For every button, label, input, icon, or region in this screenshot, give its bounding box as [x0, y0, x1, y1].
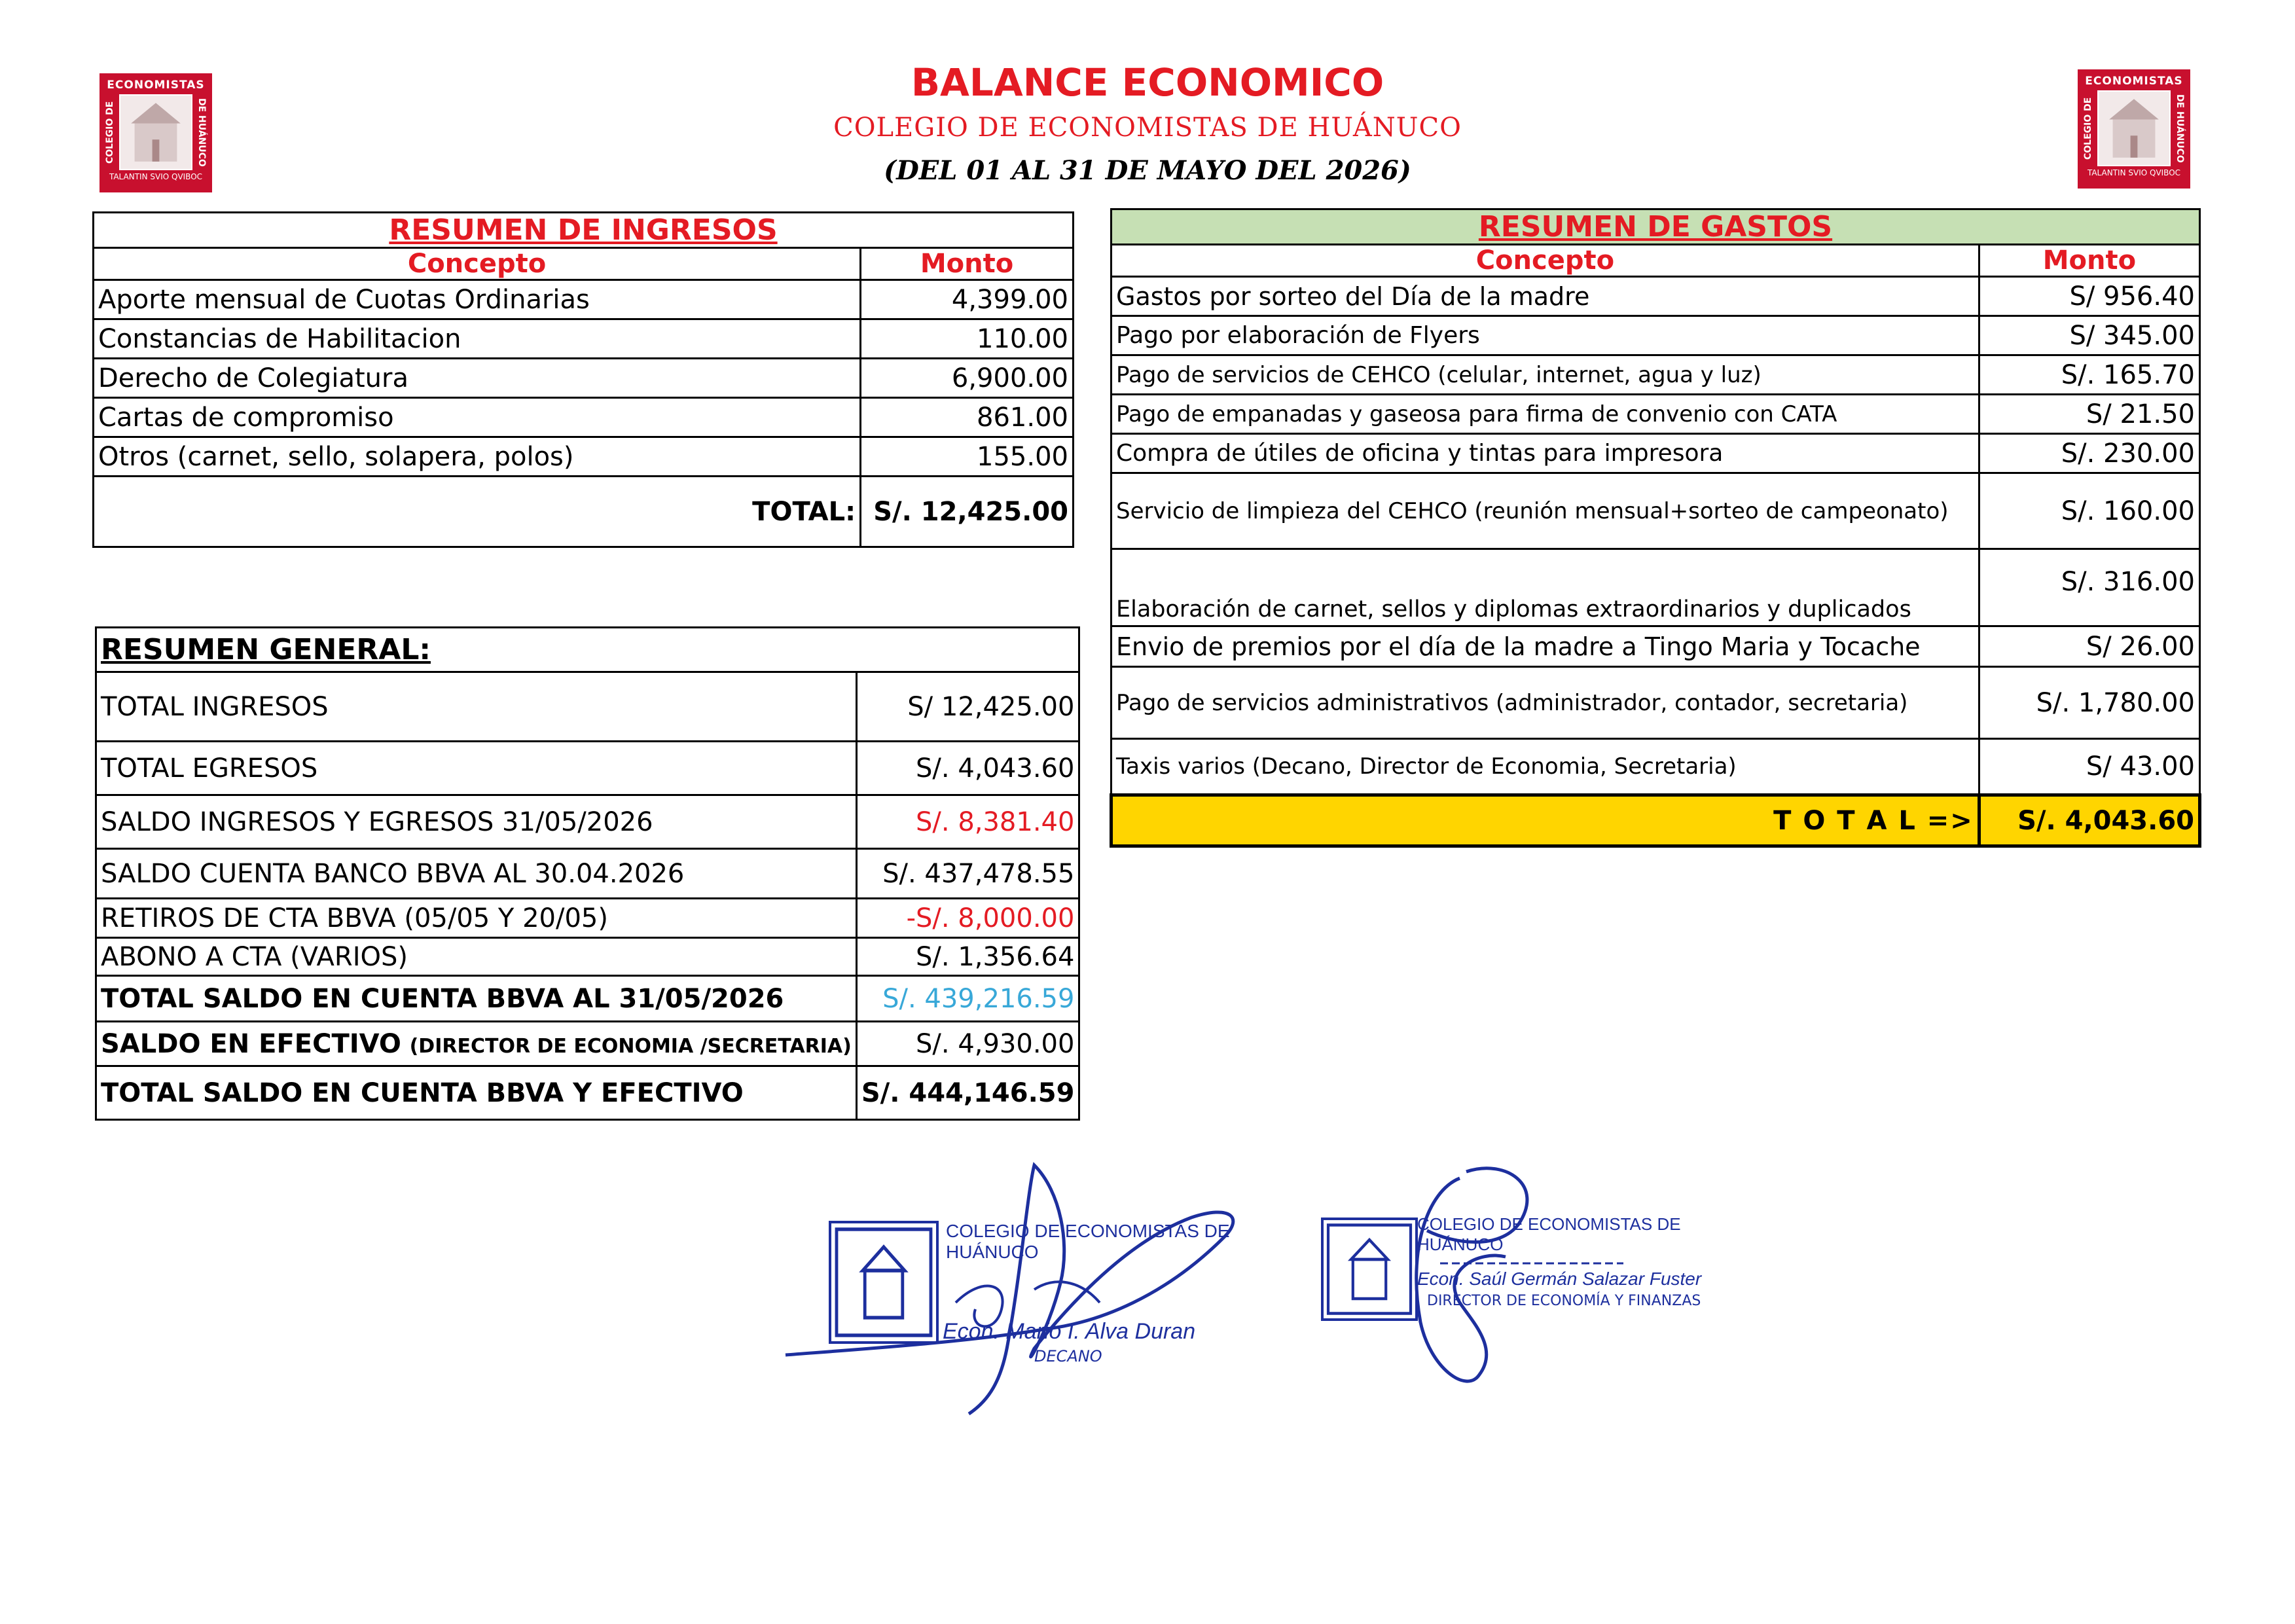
table-row	[1111, 626, 2200, 667]
table-row	[1111, 549, 2200, 626]
monto-cell: 6,900.00	[861, 359, 1074, 398]
signature-block-director	[1309, 1152, 1741, 1414]
gastos-col-concepto: Concepto	[1111, 245, 1979, 277]
general-label: SALDO INGRESOS Y EGRESOS 31/05/2026	[96, 795, 857, 849]
table-row	[1111, 667, 2200, 739]
gastos-total-value: S/. 4,043.60	[1979, 795, 2199, 846]
table-row	[1111, 277, 2200, 316]
general-label: TOTAL SALDO EN CUENTA BBVA AL 31/05/2026	[96, 976, 857, 1022]
stamp-text: COLEGIO DE ECONOMISTAS DE HUÁNUCO	[946, 1221, 1230, 1262]
signer-role: DIRECTOR DE ECONOMÍA Y FINANZAS	[1427, 1293, 1701, 1309]
table-row	[94, 398, 1074, 437]
ingresos-col-monto: Monto	[861, 248, 1074, 280]
period-label: (DEL 01 AL 31 DE MAYO DEL 2026)	[884, 155, 1411, 186]
general-value: S/. 4,930.00	[856, 1022, 1079, 1066]
gastos-table	[1110, 208, 2201, 848]
general-value: S/. 8,381.40	[856, 795, 1079, 849]
concepto-cell: Elaboración de carnet, sellos y diplomas extraordinarios y duplicados	[1111, 549, 1979, 626]
page-title: BALANCE ECONOMICO	[911, 60, 1384, 105]
gastos-total-label: T O T A L =>	[1111, 795, 1979, 846]
table-row	[1111, 395, 2200, 434]
general-value: S/. 439,216.59	[856, 976, 1079, 1022]
left-logo	[99, 73, 212, 192]
monto-cell: S/. 230.00	[1979, 434, 2199, 473]
ingresos-col-concepto: Concepto	[94, 248, 861, 280]
monto-cell: S/. 316.00	[1979, 549, 2199, 626]
table-row	[94, 437, 1074, 477]
general-label: TOTAL INGRESOS	[96, 672, 857, 742]
resumen-general-table	[95, 626, 1080, 1121]
concepto-cell: Pago de servicios administrativos (administrador, contador, secretaria)	[1111, 667, 1979, 739]
signature-icon	[772, 1152, 1296, 1427]
concepto-cell: Servicio de limpieza del CEHCO (reunión mensual+sorteo de campeonato)	[1111, 473, 1979, 549]
ingresos-total-label: TOTAL:	[94, 477, 861, 547]
total-row	[1111, 795, 2200, 846]
monto-cell: S/ 345.00	[1979, 316, 2199, 355]
monto-cell: S/. 165.70	[1979, 355, 2199, 395]
general-value: S/. 444,146.59	[856, 1066, 1079, 1120]
monto-cell: S/. 1,780.00	[1979, 667, 2199, 739]
building-icon	[119, 94, 192, 170]
general-value: -S/. 8,000.00	[856, 899, 1079, 938]
general-value: S/. 4,043.60	[856, 742, 1079, 795]
general-label: TOTAL SALDO EN CUENTA BBVA Y EFECTIVO	[96, 1066, 857, 1120]
general-sublabel: (DIRECTOR DE ECONOMIA /SECRETARIA)	[409, 1034, 852, 1058]
logo-bottom-text: TALANTIN SVIO QVIBOC	[2087, 168, 2181, 177]
ingresos-title: RESUMEN DE INGRESOS	[94, 213, 1074, 248]
concepto-cell: Taxis varios (Decano, Director de Economia, Secretaria)	[1111, 739, 1979, 795]
general-label: RETIROS DE CTA BBVA (05/05 Y 20/05)	[96, 899, 857, 938]
monto-cell: 110.00	[861, 319, 1074, 359]
logo-top-text: ECONOMISTAS	[107, 79, 205, 92]
concepto-cell: Otros (carnet, sello, solapera, polos)	[94, 437, 861, 477]
general-title: RESUMEN GENERAL:	[96, 628, 1079, 672]
monto-cell: S/ 43.00	[1979, 739, 2199, 795]
concepto-cell: Cartas de compromiso	[94, 398, 861, 437]
monto-cell: 861.00	[861, 398, 1074, 437]
logo-left-text: COLEGIO DE	[105, 101, 115, 164]
monto-cell: 155.00	[861, 437, 1074, 477]
page-subtitle: COLEGIO DE ECONOMISTAS DE HUÁNUCO	[833, 113, 1462, 143]
concepto-cell: Envio de premios por el día de la madre a Tingo Maria y Tocache	[1111, 626, 1979, 667]
logo-left-text: COLEGIO DE	[2083, 97, 2093, 160]
right-logo	[2078, 69, 2190, 189]
logo-right-text: DE HUÁNUCO	[196, 98, 207, 167]
table-row	[1111, 355, 2200, 395]
general-value: S/. 437,478.55	[856, 849, 1079, 899]
signer-name: Econ. Saúl Germán Salazar Fuster	[1417, 1269, 1702, 1289]
table-row	[96, 795, 1079, 849]
table-row	[94, 280, 1074, 319]
total-row	[94, 477, 1074, 547]
logo-top-text: ECONOMISTAS	[2085, 75, 2183, 88]
table-row	[96, 742, 1079, 795]
ingresos-total-value: S/. 12,425.00	[861, 477, 1074, 547]
monto-cell: S/ 956.40	[1979, 277, 2199, 316]
logo-right-text: DE HUÁNUCO	[2175, 94, 2185, 163]
monto-cell: S/ 26.00	[1979, 626, 2199, 667]
ingresos-table	[92, 211, 1074, 548]
stamp-text: COLEGIO DE ECONOMISTAS DE HUÁNUCO	[1417, 1214, 1681, 1254]
general-value: S/. 1,356.64	[856, 938, 1079, 976]
gastos-col-monto: Monto	[1979, 245, 2199, 277]
general-value: S/ 12,425.00	[856, 672, 1079, 742]
table-row	[96, 1022, 1079, 1066]
general-label: SALDO EN EFECTIVO	[101, 1028, 401, 1059]
general-label: TOTAL EGRESOS	[96, 742, 857, 795]
logo-bottom-text: TALANTIN SVIO QVIBOC	[109, 172, 203, 181]
table-row	[1111, 473, 2200, 549]
general-label: SALDO CUENTA BANCO BBVA AL 30.04.2026	[96, 849, 857, 899]
table-row	[96, 672, 1079, 742]
table-row	[96, 1066, 1079, 1120]
table-row	[96, 849, 1079, 899]
table-row	[96, 938, 1079, 976]
table-row	[1111, 739, 2200, 795]
general-label-cell	[96, 1022, 857, 1066]
concepto-cell: Pago de servicios de CEHCO (celular, internet, agua y luz)	[1111, 355, 1979, 395]
table-row	[1111, 316, 2200, 355]
concepto-cell: Pago por elaboración de Flyers	[1111, 316, 1979, 355]
general-label: ABONO A CTA (VARIOS)	[96, 938, 857, 976]
table-row	[96, 899, 1079, 938]
gastos-title: RESUMEN DE GASTOS	[1111, 209, 2200, 245]
signature-block-decano	[772, 1152, 1296, 1427]
table-row	[1111, 434, 2200, 473]
concepto-cell: Compra de útiles de oficina y tintas para impresora	[1111, 434, 1979, 473]
monto-cell: 4,399.00	[861, 280, 1074, 319]
concepto-cell: Derecho de Colegiatura	[94, 359, 861, 398]
table-row	[94, 319, 1074, 359]
table-row	[94, 359, 1074, 398]
concepto-cell: Pago de empanadas y gaseosa para firma de convenio con CATA	[1111, 395, 1979, 434]
signer-role: DECANO	[1034, 1347, 1102, 1365]
concepto-cell: Gastos por sorteo del Día de la madre	[1111, 277, 1979, 316]
monto-cell: S/ 21.50	[1979, 395, 2199, 434]
concepto-cell: Aporte mensual de Cuotas Ordinarias	[94, 280, 861, 319]
building-icon	[2097, 90, 2171, 166]
concepto-cell: Constancias de Habilitacion	[94, 319, 861, 359]
table-row	[96, 976, 1079, 1022]
signer-name: Econ. Mario I. Alva Duran	[943, 1319, 1196, 1344]
monto-cell: S/. 160.00	[1979, 473, 2199, 549]
